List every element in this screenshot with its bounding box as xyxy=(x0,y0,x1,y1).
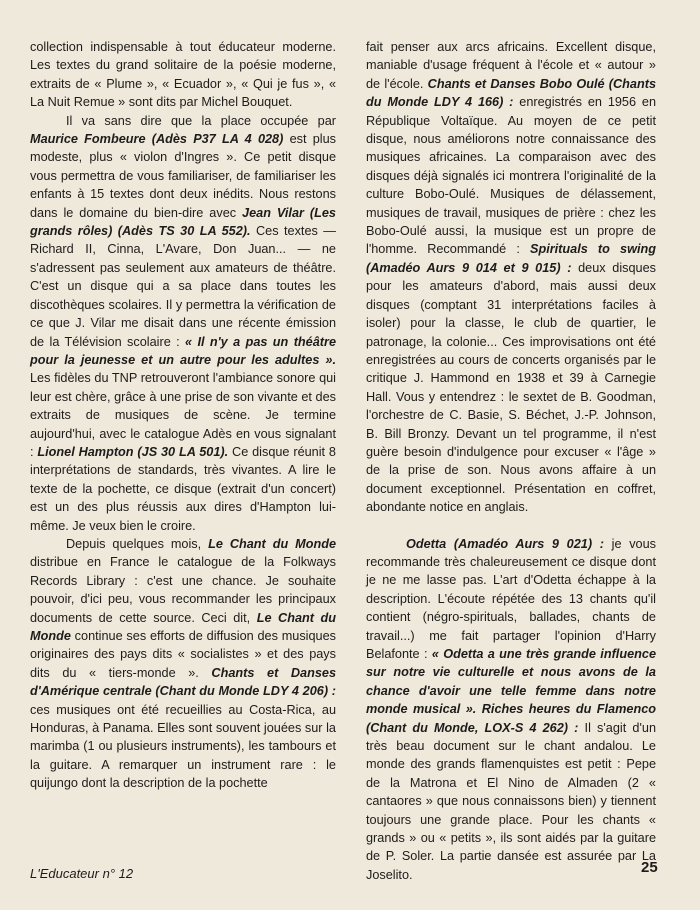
record-reference: Chants et Danses Bobo Oulé (Chants du Monde LDY 4 166) : xyxy=(366,76,656,110)
body-text: collection indispensable à tout éducateur moderne. Les textes du grand solitaire de la poésie moderne, extraits de « Plume », « Ecuador », « Qui je fus », « La Nuit Remue » sont dits par Michel Bouquet. xyxy=(30,40,336,110)
body-text: Il s'agit d'un très beau document sur le chant andalou. Le monde des grands flamenquistes est petit : Pepe de la Matrona et El Nino de Almaden (2 « cantaores » que nous connaissons bien) y tiennent toujours une grande place. Pour les chants « grands » ou « petits », ils sont aidés par la guitare de P. Soler. La partie dansée est assurée par La Joselito. xyxy=(366,720,657,882)
record-reference: Spirituals to swing (Amadéo Aurs 9 014 et 9 015) : xyxy=(366,242,656,275)
body-text: Ce disque réunit 8 interprétations de standards, très vivantes. A lire le texte de la pochette, ce disque (extrait d'un concert) est un des plus réussis aux dires d'Hampton lui-même. Je veux bien le croire. xyxy=(30,444,336,533)
body-text: continue ses efforts de diffusion des musiques originaires des pays dits « socialistes » et des pays dits du « tiers-monde ». xyxy=(30,629,336,680)
body-text: Les fidèles du TNP retrouveront l'ambiance sonore qui leur est chère, grâce à une prise de son vivante et des extraits de musiques de scène. Je termine aujourd'hui, avec le catalogue Adès en vous signalant : xyxy=(30,371,336,459)
body-text: enregistrés en 1956 en République Voltaïque. Au moyen de ce petit disque, nous améliorons notre connaissance des musiques africaines. La comparaison avec des disques déjà signalés ici montrera l'originalité de la culture Bobo-Oulé. Musiques de délassement, musiques de travail, musiques de prière : chez les Bobo-Oulé aussi, la musique est un propre de l'homme. Recommandé : xyxy=(366,95,657,257)
publication-footer: L'Educateur n° 12 xyxy=(30,866,134,881)
record-reference: Le Chant du Monde xyxy=(208,536,336,551)
paragraph xyxy=(366,535,656,885)
body-text: est plus modeste, plus « violon d'Ingres ». Ce petit disque vous permettra de vous familiariser, de familiariser les enfants à 15 textes dont deux inédits. Nous restons dans le domaine du bien-dire avec xyxy=(30,132,336,220)
body-text: Ces textes — Richard II, Cinna, L'Avare, Don Juan... — ne s'adressent pas seulement aux amateurs de théâtre. C'est un disque qui a sa place dans toutes les discothèques scolaires. Il y permettra la vérification de ce que J. Vilar me disait dans une récente émission de la Télévision scolaire : xyxy=(30,224,336,349)
left-column xyxy=(30,38,336,793)
body-text: deux disques pour les amateurs d'abord, mais aussi deux disques (comptant 31 interprétations faciles à isoler) pour la classe, le club de quartier, le patronage, la colonie... Ces improvisations ont été enregistrées au cours de concerts organisés par le critique J. Hammond en 1938 et 39 à Carnegie Hall. Vous y entendrez : le sextet de B. Goodman, l'orchestre de C. Basie, S. Béchet, J.-P. Johnson, B. Bill Bronzy. Devant un tel programme, il n'est guère besoin d'indulgence pour excuser « l'âge » de la prise de son. Nous avons affaire à un document exceptionnel. Présentation en coffret, abondante notice en anglais. xyxy=(366,260,656,515)
record-reference: « Odetta a une très grande influence sur notre vie culturelle et nous avons de la chance d'avoir une telle femme dans notre monde musical ». xyxy=(366,647,656,717)
record-reference: Lionel Hampton (JS 30 LA 501). xyxy=(37,444,229,459)
record-reference: Le Chant du Monde xyxy=(30,610,336,643)
record-reference: « Il n'y a pas un théâtre pour la jeunesse et un autre pour les adultes ». xyxy=(30,334,336,367)
body-text: fait penser aux arcs africains. Excellent disque, maniable d'usage fréquent à l'école et « autour » de l'école. xyxy=(366,40,656,91)
paragraph xyxy=(30,535,336,793)
body-text: je vous recommande très chaleureusement ce disque dont je ne me lasse pas. L'art d'Odetta échappe à la description. L'écoute répétée des 13 chants qu'il contient (négro-spirituals, ballades, chants de travail...) me fait partager l'opinion d'Harry Belafonte : xyxy=(366,536,656,661)
record-reference: Maurice Fombeure (Adès P37 LA 4 028) xyxy=(30,132,284,147)
paragraph xyxy=(366,38,656,517)
body-text: Depuis quelques mois, xyxy=(66,536,209,551)
record-reference: Jean Vilar (Les grands rôles) (Adès TS 30 LA 552). xyxy=(30,205,336,239)
body-text: Il va sans dire que la place occupée par xyxy=(66,113,336,128)
body-text: distribue en France le catalogue de la Folkways Records Library : c'est une chance. Je souhaite pouvoir, d'ici peu, vous recommander les principaux documents de cette source. Ceci dit, xyxy=(30,555,336,625)
record-reference: Odetta (Amadéo Aurs 9 021) : xyxy=(406,536,604,551)
record-reference: Riches heures du Flamenco (Chant du Monde, LOX-S 4 262) : xyxy=(366,702,657,735)
page-number: 25 xyxy=(641,859,658,876)
paragraph xyxy=(30,112,336,535)
paragraph xyxy=(30,38,336,112)
right-column xyxy=(366,38,656,884)
record-reference: Chants et Danses d'Amérique centrale (Chant du Monde LDY 4 206) : xyxy=(30,665,337,699)
body-text: ces musiques ont été recueillies au Costa-Rica, au Honduras, à Panama. Elles sont souvent jouées sur la marimba (1 ou plusieurs instruments), les tambours et la guitare. A remarquer un instrument rare : le quijungo dont la description de la pochette xyxy=(30,702,336,791)
